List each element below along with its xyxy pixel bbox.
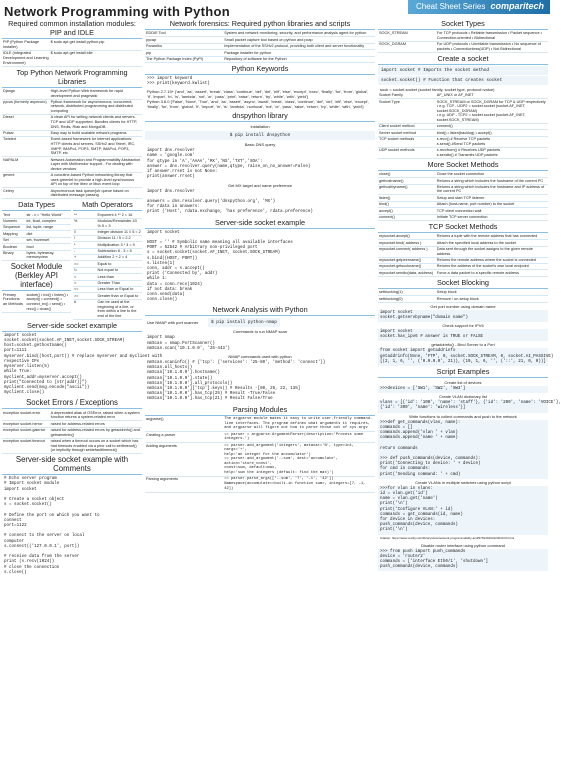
section-title: Socket Blocking: [378, 277, 548, 289]
row-value: Event-based framework for internet applications: HTTP clients and servers, SSHv2 and Telnet, IRC, XMPP, IMAPv4, POP3, SMTP, IMAPv4, POP3, SMTP, etc.: [50, 137, 142, 157]
client-code: import socket HOST = '' # Symbolic name meaning all available interfaces PORT = 52542 # Arbitrary non-privileged port s = socket.socket(socket.AF_INET, socket.SOCK_STREAM) s.bind((HOST, PORT)) s.listen(1) conn, addr = s.accept() print ('Connected by', addr) while 1: data = conn.recv(1024) if not data: break conn.send(data) conn.close(): [147, 230, 293, 303]
row-key: Socket Type: [378, 99, 436, 124]
table-row: [145, 443, 375, 477]
row-value: bool: [25, 244, 71, 250]
table-row: [2, 292, 71, 312]
row-value: socket() • ind() • listen() • accept() • connect() • connect_ex() • send() • recv() • close(): [26, 292, 70, 311]
section-title: Socket Module (Berkley API interface): [2, 261, 71, 291]
row-key: gethostname(): [378, 178, 436, 184]
row-key: TCP socket methods: [378, 136, 436, 147]
row-key: Numeric: [2, 218, 25, 224]
ipv6-code: import socket socket.has_ipv6 # answer is TRUE or FALSE: [378, 329, 548, 341]
table-row: [378, 136, 548, 147]
section-title: Network forensics: Required python libraries and scripts: [145, 18, 375, 30]
function-code: socket.socket() # Function that creates socket: [378, 76, 548, 85]
getaddrinfo-label: getaddrinfo() - Bind Server to a Port: [431, 342, 495, 348]
keyword-list: Python 2.7.15+ ['and', 'as', 'assert', 'break', 'class', 'continue', 'def', 'del', 'elif', 'else', 'except', 'exec', 'finally', 'for', 'from', 'global', 'if', 'import', 'in', 'is', 'lambda', 'not', 'or', 'pass', 'print', 'raise', 'return', 'try', 'while', 'with', 'yield'] Python 3.8.0 ['False', 'None', 'True', 'and', 'as', 'assert', 'async', 'await', 'break', 'class', 'continue', 'def', 'del', 'elif', 'else', 'except', 'finally', 'for', 'from', 'global', 'if', 'import', 'in', 'is', 'lambda', 'nonlocal', 'not', 'or', 'pass', 'raise', 'return', 'try', 'while', 'with', 'yield']: [147, 89, 369, 110]
port-label: Get port number using domain name: [430, 303, 496, 309]
table-row: [2, 137, 142, 157]
header-band: [408, 0, 550, 14]
table-row: [378, 31, 548, 41]
series-label: Cheat Sheet Series: [416, 2, 486, 11]
row-key: UDP socket methods: [378, 147, 436, 158]
table-row: [378, 246, 548, 257]
column-right: [378, 18, 561, 571]
row-key: <: [73, 274, 96, 280]
row-key: Django: [2, 89, 50, 99]
table-row: [2, 438, 142, 454]
table-row: [2, 40, 142, 50]
table-row: [378, 184, 548, 195]
section-title: Socket Errors / Exceptions: [2, 397, 142, 409]
row-value: Package installer for python: [223, 50, 375, 56]
row-key: exception socket.timeout: [2, 438, 50, 454]
socket-types-table: [378, 31, 548, 53]
dns-pip-command: $ pip install dnspython: [145, 131, 375, 140]
vlan-label: Create VLAN dictionary list: [439, 394, 487, 400]
row-key: argparse(): [145, 417, 223, 432]
modules-table: [2, 40, 142, 67]
row-value: Returns the address of the socket's own local endpoint: [436, 264, 548, 270]
row-key: SOCK_DGRAM: [378, 41, 436, 52]
row-key: -: [73, 248, 96, 254]
row-value: Greater than or Equal to: [96, 293, 142, 299]
row-value: A deprecated alias of OSError, raised when a system function returns a system-related error: [50, 410, 141, 420]
nmap-pip-command: $ pip install python-nmap: [208, 318, 280, 327]
row-value: Close the socket connection: [436, 172, 548, 178]
row-key: gevent: [2, 172, 50, 188]
row-value: bytes, bytearray, memoryview: [25, 250, 71, 261]
row-key: listen(): [378, 195, 436, 201]
row-value: Easy way to build scalable network programs: [50, 130, 142, 136]
dns-code: import dns.resolver name = 'google.com' for qtype in 'A','AAAA','MX','NS','TXT','SOA': answer = dns.resolver.query(name,qtype, raise_on_no_answer=False) if answer.rrset is not None: print(answer.rrset): [147, 149, 311, 180]
row-key: >: [73, 280, 96, 286]
table-row: [2, 89, 142, 99]
row-value: A coroutine-based Python networking library that uses greenlet to provide a high-level synchronous API on top of the libev or libuv event loop: [50, 172, 142, 188]
row-value: Greater Than: [96, 280, 142, 286]
row-key: **: [73, 212, 96, 218]
row-value: Remove / un-setup block: [436, 296, 548, 302]
table-row: [378, 270, 548, 276]
row-key: connect(): [378, 214, 436, 220]
row-key: <=: [73, 286, 96, 292]
multi-code: >>>for vlan in vlans: id = vlan.get('id') name = vlan.get('name') print('\n') print('Configure VLAN:' + id) commands = get_commands(id, name) for device in devices: push_commands(device, commands) print('\n'): [378, 486, 548, 535]
row-key: pip: [145, 50, 223, 56]
row-value: s.recv() # Receive TCP packets s.send() #Send TCP packets: [436, 136, 548, 147]
row-key: Twisted: [2, 137, 50, 157]
more-methods-table: [378, 172, 548, 221]
row-key: mysocket.sendto(data, address): [378, 270, 436, 276]
row-value: str - x = "Hello World": [25, 212, 71, 218]
row-value: Implementation of the SSHv2 protocol, providing both client and server functionality: [223, 43, 375, 49]
row-value: Setup and start TCP listener: [436, 195, 548, 201]
forensics-libs-table: [145, 31, 375, 63]
row-value: dict: [25, 231, 71, 237]
table-row: [73, 218, 142, 229]
row-key: %: [73, 218, 96, 229]
keyword-code: >>> import keyword >>> print(keyword.kwlist): [147, 76, 210, 87]
table-row: [378, 257, 548, 263]
row-key: Paramiko: [145, 43, 223, 49]
row-value: High-level Python Web framework for rapid development and pragmatic: [50, 89, 142, 99]
socket-module-table: [2, 292, 71, 312]
row-key: mysocket.accept(): [378, 234, 436, 240]
section-title: Socket Types: [378, 18, 548, 30]
row-value: Modulus/Remainder 43 % 5 = 3: [96, 218, 142, 229]
section-title: Create a socket: [378, 53, 548, 65]
row-key: Server socket method: [378, 130, 436, 136]
row-key: Client socket method: [378, 124, 436, 130]
row-value: AF_UNIX or AF_INET: [436, 93, 548, 99]
top-libraries-table: [2, 89, 142, 200]
table-row: [2, 172, 142, 188]
create-socket-table: [378, 93, 548, 159]
row-value: Asynchronous task queue/job queue based on distributed message passing: [50, 188, 142, 199]
table-row: [378, 296, 548, 302]
row-value: Attach the specified local address to the socket: [436, 240, 548, 246]
table-row: [378, 214, 548, 220]
row-key: Parsing arguments: [145, 477, 223, 493]
ipv6-label: Check support for IPV6: [442, 322, 484, 328]
section-title: dnspython library: [145, 110, 375, 122]
row-key: accept(): [378, 208, 436, 214]
row-key: Creating a parser: [145, 432, 223, 443]
devices-code: >>>devices = ['SW1', 'SW2', 'SW3']: [378, 386, 548, 393]
row-key: Adding arguments: [145, 443, 223, 477]
row-key: +: [73, 255, 96, 261]
tcp-methods-table: [378, 234, 548, 277]
table-row: [145, 477, 375, 493]
sock-line: sock = socket.socket (socket family, socket type, protocol=value): [380, 86, 495, 92]
row-value: Returns the remote address where the socket is connected: [436, 257, 548, 263]
row-value: == parser.parse_args(['--sum', '7', '-1', '42']) Namespace(accumulate=<built-in function sum>, integers=[7, -1, 42]): [223, 477, 375, 493]
row-value: Returns a tuple with the remote address that has connected: [436, 234, 548, 240]
table-row: [378, 147, 548, 158]
table-row: [145, 56, 375, 62]
row-value: For UDP protocols • Unreliable transmission • No sequence of packets • Connectionless(UDP) • Not Bidirectional: [436, 41, 548, 52]
row-value: Exponent 4 ** 2 = 16: [96, 212, 142, 218]
row-value: s.recvfrom() # Receives UDP packets s.sendto() # Transmits UDP packets: [436, 147, 548, 158]
functions-code: >>>def get_commands(vlan, name): commands = [] commands.append('vlan ' + vlan) commands.append('name ' + name) return commands >>> def push_commands(device, commands): print('Connecting to device: ' + device) for cmd in commands: print('Sending command: ' + cmd): [378, 420, 548, 479]
table-row: [378, 99, 548, 124]
row-key: mysocket.getpeername(): [378, 257, 436, 263]
section-title: Server-side socket example: [2, 320, 142, 332]
row-key: mysocket.bind( address ): [378, 240, 436, 246]
functions-label: Write functions to collect commands and push to the network: [409, 413, 517, 419]
row-key: >=: [73, 293, 96, 299]
row-value: Returns a string which includes the hostname and IP address of the current PC: [436, 184, 548, 195]
section-title: Network Analysis with Python: [145, 304, 375, 316]
dns-install-label: Installation: [250, 124, 270, 130]
getaddrinfo-code: from socket import getaddrinfo getaddrinfo(None, 'FTP', 0, socket.SOCK_STREAM, 0, socket.AI_PASSIVE) [(2, 1, 6, '', ('0.0.0.0', 21)), (10, 1, 6, '', ('::', 21, 0, 0))]: [378, 348, 548, 366]
table-row: [145, 417, 375, 432]
row-value: raised for address-related errors: [50, 421, 142, 427]
blocking-table: [378, 290, 548, 303]
section-title: Data Types: [2, 199, 71, 211]
row-value: int, float, complex: [25, 218, 71, 224]
row-value: SOCK_STREAM or SOCK_DGRAM for TCP & UDP respectively • e.g. TCP - UDP2 = socket.socket (socket.AF_INET, socket.SOCK_DGRAM) • e.g. UDP - TCP2 = socket.socket (socket.AF_INET, socket.SOCK_STREAM): [436, 99, 548, 124]
table-row: [378, 41, 548, 52]
row-value: Force a data packet to a specific remote address: [436, 270, 548, 276]
nmap-cmds-code: import nmap nmScan = nmap.PortScanner() nmScan.scan('10.1.0.0', '25-443'): [147, 336, 230, 351]
table-row: [2, 115, 142, 131]
row-value: For TCP protocols • Reliable transmission • Packet sequence • Connection-oriented • Bidirectional: [436, 31, 548, 41]
row-key: !=: [73, 267, 96, 273]
row-key: Socket Family: [378, 93, 436, 99]
row-value: Less than or Equal to: [96, 286, 142, 292]
row-key: exception socket.gaierror: [2, 427, 50, 438]
row-key: Set: [2, 237, 25, 243]
row-value: Multiplication 3 * 3 = 9: [96, 242, 142, 248]
column-middle: [145, 18, 375, 493]
row-key: EDDIE Tool: [145, 31, 223, 37]
row-key: The Python Package Index (PyPI): [145, 56, 223, 62]
row-key: exception socket.herror: [2, 421, 50, 427]
section-title: Python Keywords: [145, 63, 375, 75]
section-title: Server-side socket example with Comments: [2, 454, 142, 475]
page-title: Network Programming with Python: [4, 4, 230, 19]
section-title: Math Operators: [73, 199, 142, 211]
row-key: PIP (Python Package Installer): [2, 40, 50, 50]
row-key: mysocket.connect( address ): [378, 246, 436, 257]
row-value: Addition 2 + 2 = 4: [96, 255, 142, 261]
row-key: gethostbyname(): [378, 184, 436, 195]
section-title: Top Python Network Programming Libraries: [2, 67, 142, 88]
row-value: TCP client connection wait: [436, 208, 548, 214]
row-key: Binary: [2, 250, 25, 261]
table-row: [2, 250, 71, 261]
row-key: #: [73, 299, 96, 319]
row-key: Primary Functions an Methods: [2, 292, 25, 312]
nmap-py-label: NMAP commands used with python: [228, 353, 292, 359]
row-key: setblocking(0): [378, 296, 436, 302]
row-value: Data sent through the socket assigns to the given remote address: [436, 246, 548, 257]
row-value: A clean API for writing network clients and servers. TCP and UDP supported. Bundles clients for HTTP, DNS, Redis, Riak and MongoDB.: [50, 115, 142, 131]
row-key: Mapping: [2, 231, 25, 237]
row-value: Python framework for asynchronous, concurrent, network, distributed programming and distributed computing: [50, 99, 142, 115]
row-key: ==: [73, 261, 96, 267]
row-key: NAPALM: [2, 157, 50, 173]
section-title: Required common installation modules: PIP and IDLE: [2, 18, 142, 39]
row-value: Integer division 11 // 5 = 2: [97, 229, 141, 234]
comments-code: # Echo server program # Import socket module import socket # Create a socket object s = socket.socket() # Define the port on which you want to connect port=1122 # connect to the server on local computer s.connect(('127.0.0.1', port)) # receive data from the server print (s.recv(1024)) # close the connection s.close(): [4, 477, 100, 575]
row-value: The argparse module makes it easy to write user-friendly command-line interfaces. The program defines what arguments it requires, and argparse will figure out how to parse those out of sys.argv: [223, 417, 375, 432]
multi-label: Create VLANs in multiple switches using python script: [415, 479, 511, 485]
row-key: pycap: [145, 37, 223, 43]
row-key: exception socket.error: [2, 410, 50, 420]
row-key: SOCK_STREAM: [378, 31, 436, 41]
table-row: [2, 50, 142, 66]
data-types-table: [2, 212, 71, 261]
import-code: import socket # Imports the socket method: [378, 66, 548, 75]
row-value: bind() • listen(backlog) • accept(): [436, 130, 548, 136]
row-key: Text: [2, 212, 25, 218]
table-row: [73, 299, 142, 319]
section-title: More Socket Methods: [378, 159, 548, 171]
section-title: Parsing Modules: [145, 404, 375, 416]
table-row: [2, 427, 142, 438]
table-row: [145, 432, 375, 443]
row-key: *: [73, 242, 96, 248]
row-value: Setup block: [436, 290, 548, 296]
row-value: Attach (host-name, port number) to the socket: [436, 201, 548, 207]
row-value: $ sudo apt-get install python-pip: [50, 40, 142, 50]
row-value: == parser = argparse.ArgumentParser(description='Process some integers.'): [223, 432, 375, 443]
nmap-py-code: nmScan.scaninfo() # {'tcp': {'services': '25-80', 'method': 'connect'}} nmScan.all_hosts() nmScan['10.1.0.0'].hostname() nmScan['10.1.0.0'].state() nmScan['10.1.0.0'].all_protocols() nmScan['10.1.0.0']['tcp'].keys() # Results -[80, 25, 22, 135] nmScan['10.1.0.0'].has_tcp(25) # Result -True/False nmScan['10.1.0.0'].has_tcp(21) # Result False/True: [147, 360, 326, 402]
row-key: mysocket.getsockname(): [378, 264, 436, 270]
row-key: Celery: [2, 188, 50, 199]
row-key: bind(): [378, 201, 436, 207]
table-row: [2, 157, 142, 173]
row-value: == parser.add_argument('integers', metavar='N', type=int, nargs='+', help='an integer for the accumulator') == parser.add_argument('--sum', dest='accumulate', action='store_const', const=sum, default=max, help='sum the integers (default: find the max)'): [223, 443, 375, 477]
brand-logo: comparitech: [490, 1, 544, 11]
row-key: close(): [378, 172, 436, 178]
section-title: Script Examples: [378, 366, 548, 378]
disable-code: >>> from push import push_commands device = 'router2' commands = ['interface Eth0/1', 'shutdown'] push_commands(device, commands): [378, 549, 548, 572]
dns-basic-label: Basic DNS query: [244, 142, 276, 148]
row-value: set, frozenset: [25, 237, 71, 243]
row-key: Diesel: [2, 115, 50, 131]
row-value: Repository of software for the Python: [223, 56, 375, 62]
row-key: pycos (formerly asyncoro): [2, 99, 50, 115]
row-value: Returns a string which includes the hostname of the current PC: [436, 178, 548, 184]
row-value: list, tuple, range: [25, 225, 71, 231]
row-key: //: [73, 229, 96, 235]
server-code: import socket socket.socket(socket.AF_INET,socket.SOCK_STREAM) host=socket.gethostname() port=1111 myserver.bind((host,port)) # replace myserver and myclient with respective IPs myserver.listen(5) while True: myclient,addr=myserver.accept() print("Connected to {str(addr)}") myclient.send(msg.encode("ascii")) myclient.close(): [4, 333, 163, 396]
row-value: raised for address-related errors by getaddrinfo() and getnameinfo(): [50, 428, 141, 437]
row-key: Pulsar: [2, 130, 50, 136]
row-key: Sequence: [2, 225, 25, 231]
row-key: setblocking(1): [378, 290, 436, 296]
parsing-table: [145, 417, 375, 493]
table-row: [378, 264, 548, 270]
row-key: IDLE (Integrated Development and Learning Environment): [3, 51, 49, 65]
row-value: Less than: [96, 274, 142, 280]
section-title: Server-side socket example: [145, 217, 375, 229]
nmap-cmds-label: Commands to run NMAP scan: [233, 329, 287, 335]
row-value: Division 11 / 5 = 2.2: [96, 235, 142, 241]
vlan-code: vlans = [{'id': '100', 'name': 'staff'}, {'id': '200', 'name': 'VOICE'}, {'id': '300', 'name': 'wireless'}]: [378, 400, 548, 412]
row-value: Equal to: [96, 261, 142, 267]
section-title: TCP Socket Methods: [378, 221, 548, 233]
row-value: Initiate TCP server connection: [436, 214, 548, 220]
nmap-label: Use NMAP with port scanner: [147, 320, 199, 326]
table-row: [2, 410, 142, 420]
row-key: Boolean: [2, 244, 25, 250]
mx-code: import dns.resolver answers = dns.resolver.query('dnspython.org', 'MX') for rdata in answers: print ('Host', rdata.exchange, 'has preference', rdata.preference): [147, 189, 313, 215]
math-operators-table: [73, 212, 142, 320]
mx-label: Get MX target and name preference: [227, 182, 293, 188]
disable-label: Disable router interface using python command: [421, 542, 505, 548]
table-row: [2, 99, 142, 115]
devices-label: Create list of devices: [444, 379, 482, 385]
port-code: import socket socket.getservbyname("domain name"): [378, 310, 548, 322]
table-row: [2, 188, 142, 199]
row-value: raised when a timeout occurs on a socket which has had timeouts enabled via a prior call to settimeout() (or implicitly through setdefaulttimeout(): [50, 438, 142, 454]
row-value: connect(): [436, 124, 548, 130]
row-value: Network Automation and Programmability Abstraction Layer with Multivendor support - For dealing with device vendors: [50, 157, 142, 171]
citation: Citation: https://www.oreilly.com/library/view/network-programmability-and/9781491931240/ch04.html: [380, 535, 515, 540]
row-value: Can be used at the beginning of a line, or from within a line to the end of the line: [96, 299, 142, 319]
row-value: Small packet capture tool based on python and pcap: [223, 37, 375, 43]
errors-table: [2, 410, 142, 454]
row-value: $ sudo apt-get install idle: [50, 50, 142, 66]
row-value: Subtraction 8 - 3 = 5: [96, 248, 142, 254]
row-value: System and network monitoring, security, and performance analysis agent for python: [223, 31, 375, 37]
row-value: Not equal to: [96, 267, 142, 273]
row-key: /: [73, 235, 96, 241]
